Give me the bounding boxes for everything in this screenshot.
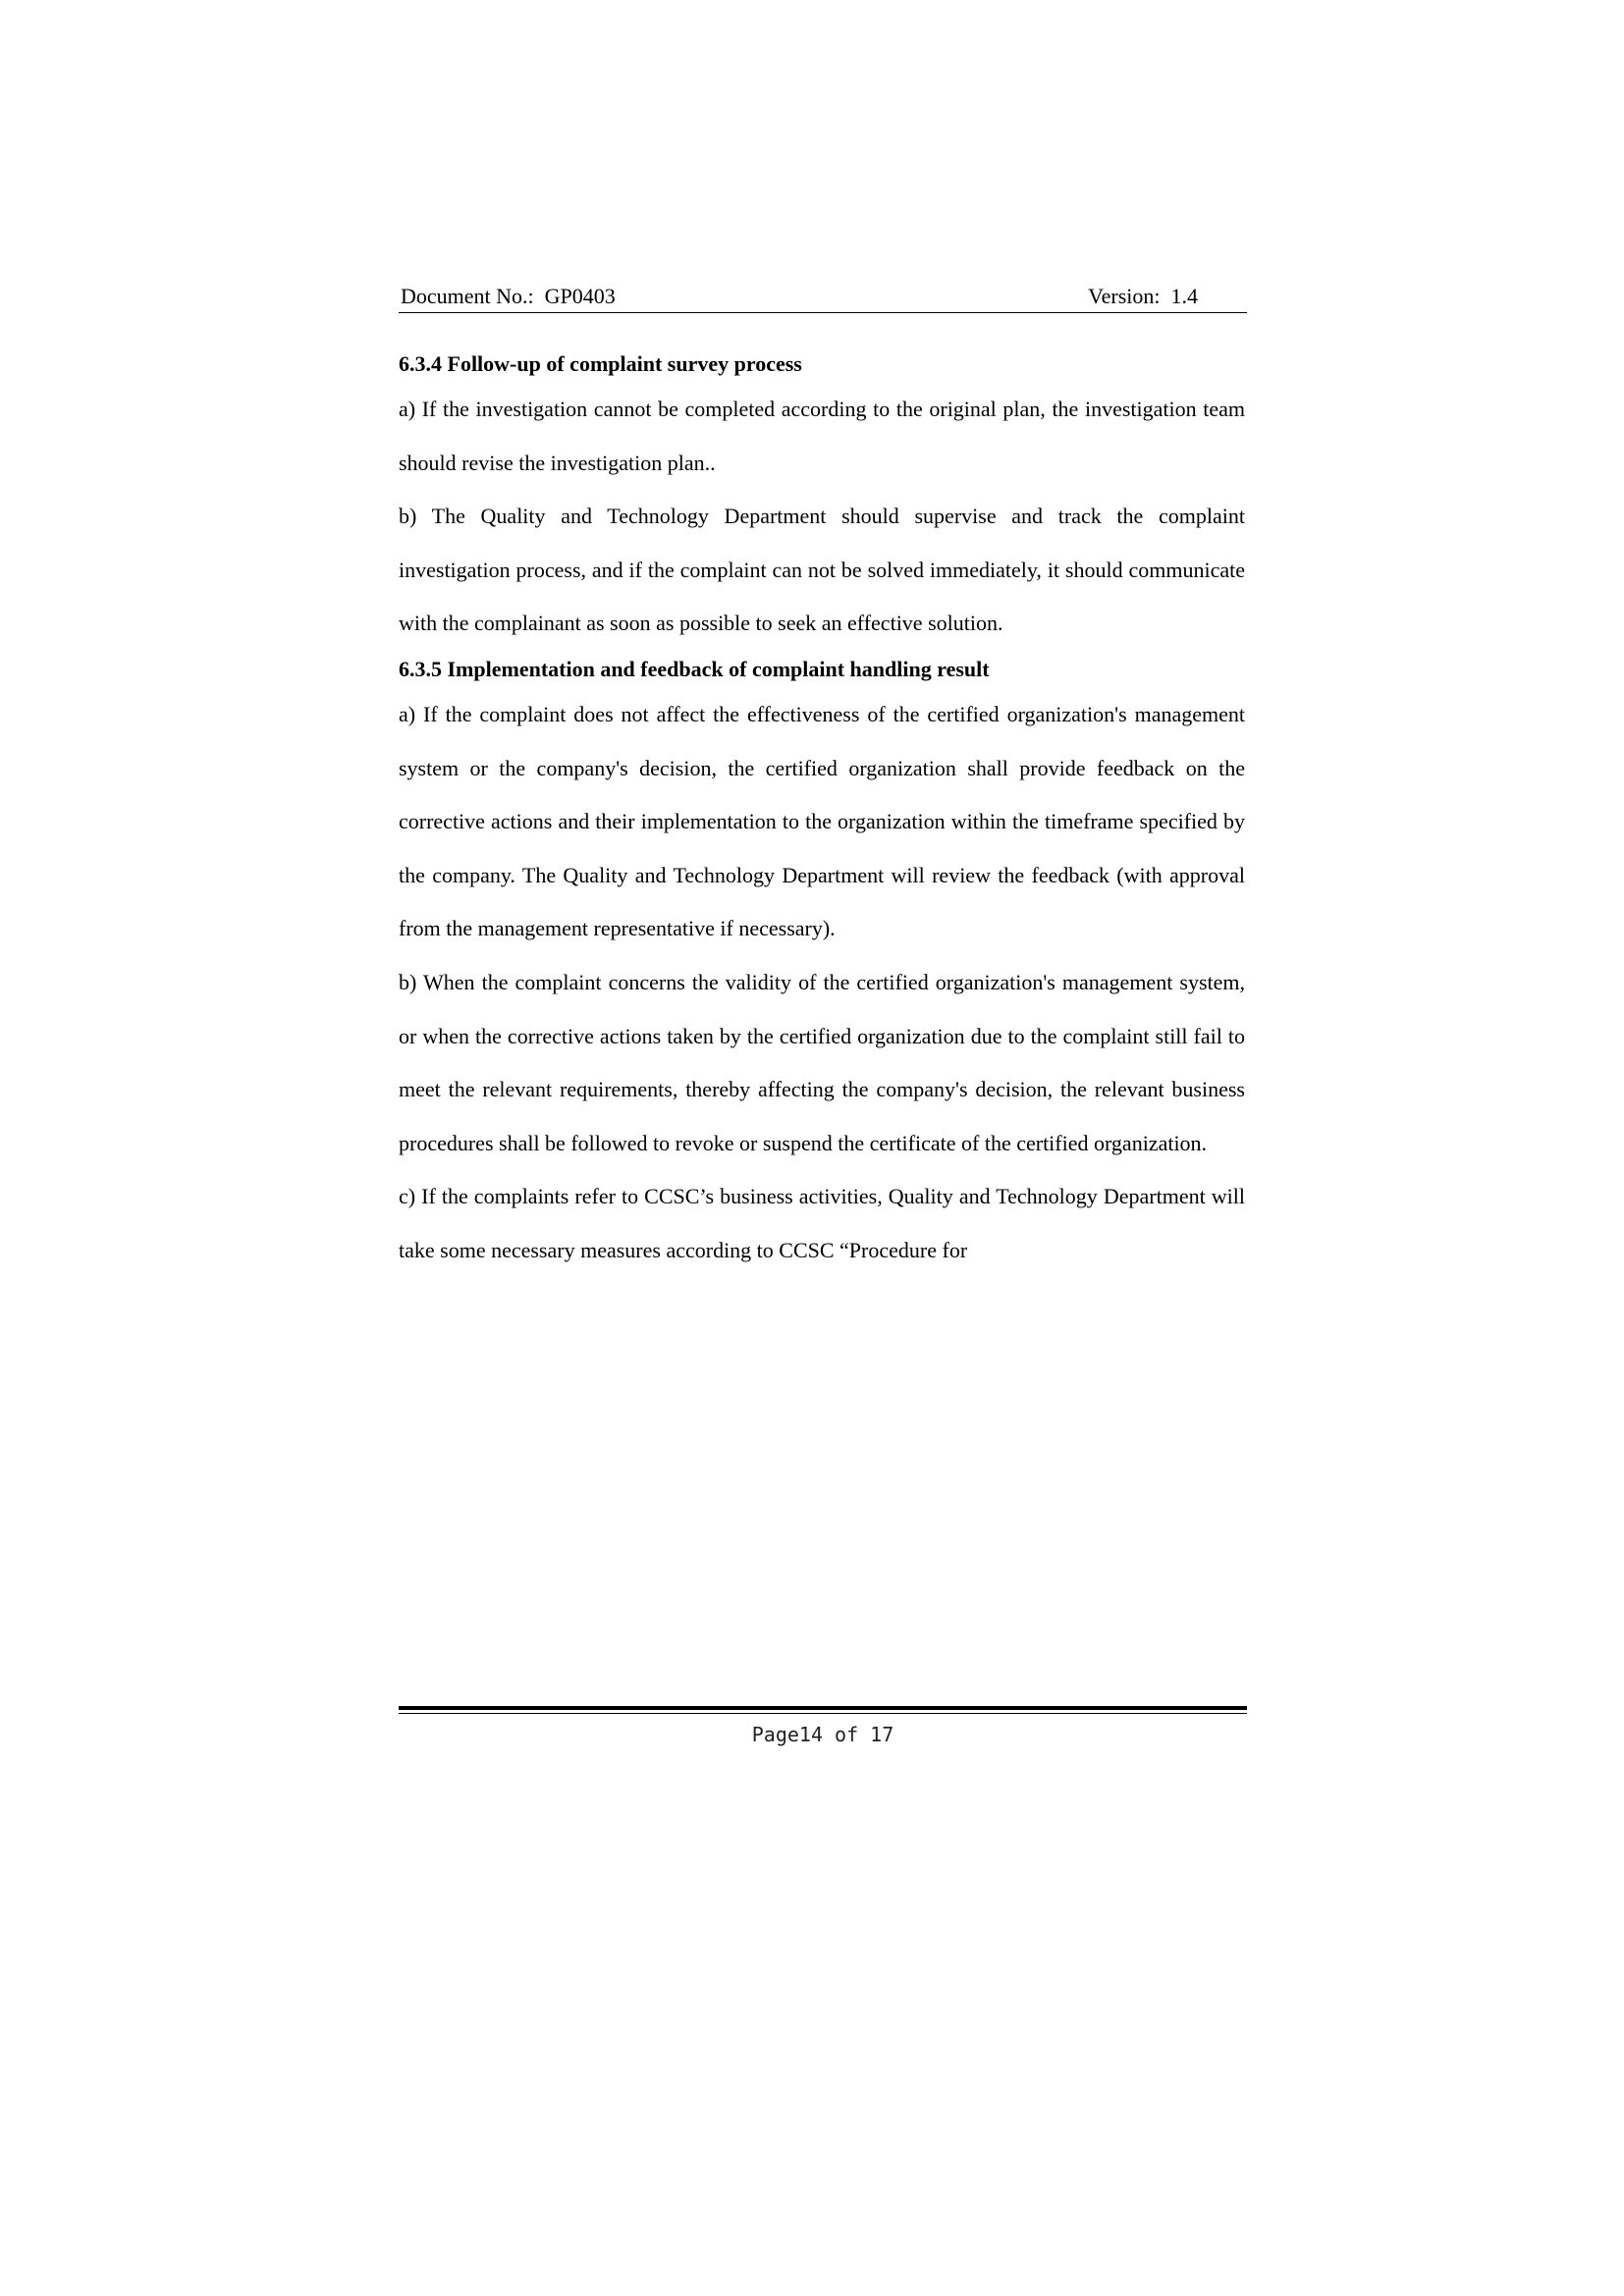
- paragraph: b) The Quality and Technology Department should supervise and track the complaint investigation process, and if the complaint can not be solved immediately, it should communicate with the complainant as soon as possible to seek an effective solution.: [399, 504, 1245, 636]
- footer-divider-thick: [399, 1706, 1247, 1710]
- page-number: Page14 of 17: [751, 1723, 894, 1746]
- paragraph: a) If the investigation cannot be completed according to the original plan, the investigation team should revise the investigation plan..: [399, 397, 1245, 475]
- page-header: [399, 281, 1247, 312]
- paragraph: a) If the complaint does not affect the effectiveness of the certified organization's management system or the company's decision, the certified organization shall provide feedback on the corrective actions and their implementation to the organization within the timeframe specified by the company. The Quality and Technology Department will review the feedback (with approval from the management representative if necessary).: [399, 701, 1245, 941]
- paragraph: b) When the complaint concerns the validity of the certified organization's management system, or when the corrective actions taken by the certified organization due to the complaint still fail to meet the relevant requirements, thereby affecting the company's decision, the relevant business procedures shall be followed to revoke or suspend the certificate of the certified organization.: [399, 969, 1245, 1155]
- document-version: Version: 1.4: [1088, 284, 1198, 308]
- paragraph: c) If the complaints refer to CCSC’s business activities, Quality and Technology Department will take some necessary measures according to CCSC “Procedure for: [399, 1184, 1245, 1262]
- document-number: Document No.: GP0403: [401, 284, 616, 308]
- document-body: [399, 346, 1245, 1278]
- section-heading: 6.3.5 Implementation and feedback of complaint handling result: [399, 656, 990, 681]
- footer-divider-thin: [399, 1713, 1247, 1714]
- header-divider: [399, 312, 1247, 313]
- section-heading: 6.3.4 Follow-up of complaint survey process: [399, 351, 802, 376]
